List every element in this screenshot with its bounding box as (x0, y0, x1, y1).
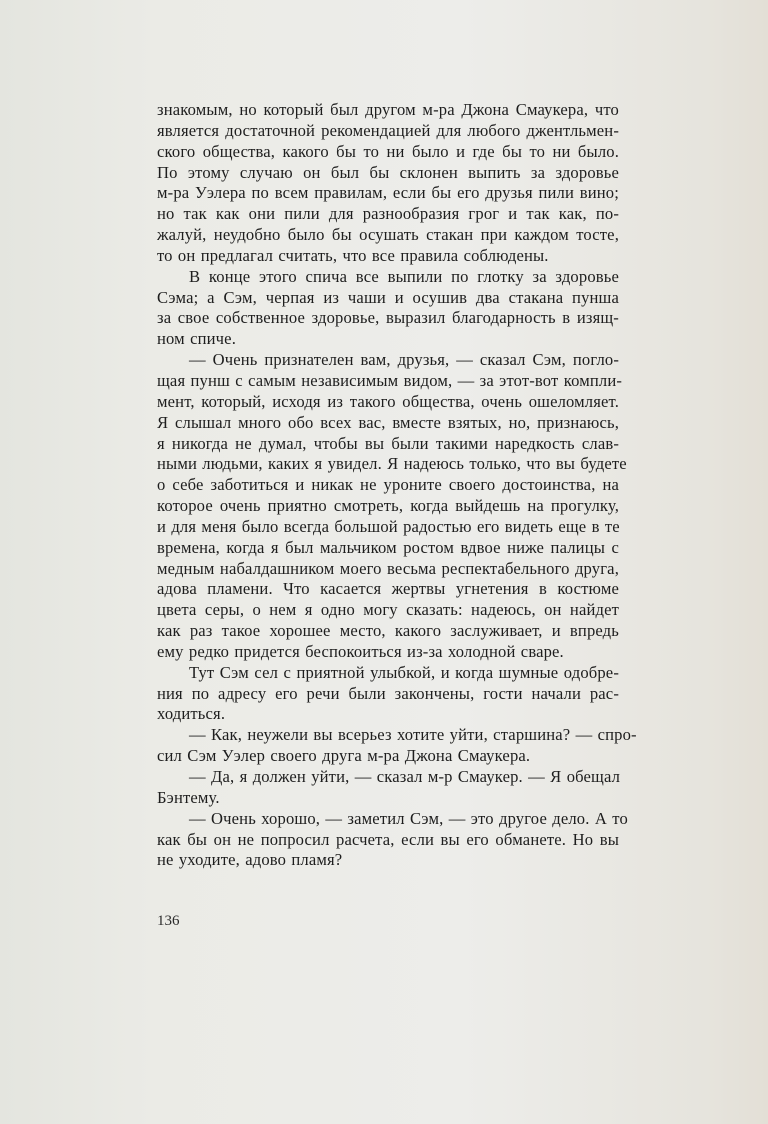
text-line: за свое собственное здоровье, выразил благодарность в изящ- (157, 308, 619, 328)
text-line: ном спиче. (157, 329, 236, 349)
text-line: ными людьми, каких я увидел. Я надеюсь только, что вы будете (157, 454, 627, 474)
text-line: По этому случаю он был бы склонен выпить за здоровье (157, 162, 619, 182)
text-line: как раз такое хорошее место, какого заслуживает, и впредь (157, 621, 619, 641)
text-line: В конце этого спича все выпили по глотку за здоровье (189, 266, 619, 286)
text-line: и для меня было всегда большой радостью его видеть еще в те (157, 516, 620, 536)
text-line: сил Сэм Уэлер своего друга м-ра Джона Смаукера. (157, 746, 531, 766)
text-line: но так как они пили для разнообразия грог и так как, по- (157, 204, 619, 224)
text-line: — Очень признателен вам, друзья, — сказал Сэм, погло- (189, 350, 619, 370)
text-line: цвета серы, о нем я одно могу сказать: надеюсь, он найдет (157, 600, 619, 620)
text-line: как бы он не попросил расчета, если вы его обманете. Но вы (157, 829, 619, 849)
text-line: Тут Сэм сел с приятной улыбкой, и когда шумные одобре- (189, 662, 619, 682)
page-number: 136 (157, 913, 180, 929)
text-line: то он предлагал считать, что все правила соблюдены. (157, 245, 549, 265)
body-text (157, 100, 637, 871)
text-line: ему редко придется беспокоиться из-за холодной сваре. (157, 641, 564, 661)
text-line: ния по адресу его речи были закончены, гости начали рас- (157, 683, 619, 703)
text-line: медным набалдашником моего весьма респектабельного друга, (157, 558, 619, 578)
text-line: является достаточной рекомендацией для любого джентльмен- (157, 120, 619, 140)
text-line: м-ра Уэлера по всем правилам, если бы его друзья пили вино; (157, 183, 619, 203)
text-line: Я слышал много обо всех вас, вместе взятых, но, признаюсь, (157, 412, 619, 432)
text-line: — Как, неужели вы всерьез хотите уйти, старшина? — спро- (189, 725, 637, 745)
text-line: — Да, я должен уйти, — сказал м-р Смаукер. — Я обещал (189, 767, 621, 786)
text-line: не уходите, адово пламя? (157, 850, 343, 870)
text-line: Сэма; а Сэм, черпая из чаши и осушив два стакана пунша (157, 287, 619, 307)
text-line: адова пламени. Что касается жертвы угнетения в костюме (157, 579, 619, 599)
text-line: ходиться. (157, 704, 226, 724)
text-line: ского общества, какого бы то ни было и где бы то ни было. (157, 141, 619, 161)
text-line: щая пунш с самым независимым видом, — за этот-вот компли- (157, 370, 623, 390)
text-line: Бэнтему. (157, 787, 220, 807)
text-line: о себе заботиться и никак не уроните своего достоинства, на (157, 475, 619, 495)
text-line: — Очень хорошо, — заметил Сэм, — это другое дело. А то (189, 808, 628, 828)
text-line: мент, который, исходя из такого общества, очень ошеломляет. (157, 391, 619, 411)
text-line: знакомым, но который был другом м-ра Джона Смаукера, что (157, 100, 619, 119)
text-line: которое очень приятно смотреть, когда выйдешь на прогулку, (157, 496, 619, 516)
text-line: времена, когда я был мальчиком ростом вдвое ниже палицы с (157, 537, 619, 557)
text-line: жалуй, неудобно было бы осушать стакан при каждом тосте, (157, 225, 619, 245)
text-line: я никогда не думал, чтобы вы были такими наредкость слав- (157, 433, 619, 453)
